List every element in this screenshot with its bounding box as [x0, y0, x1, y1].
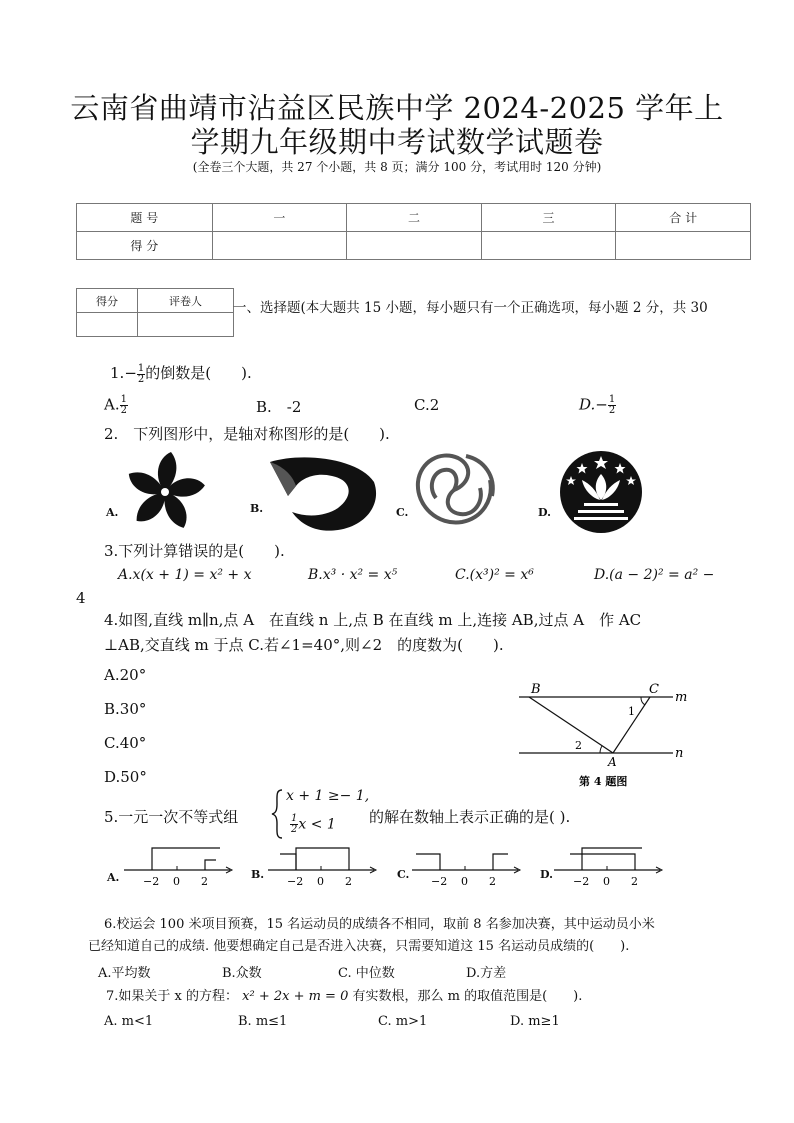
- q4-option-d[interactable]: D.50°: [104, 768, 147, 786]
- score-table-score-row: [77, 232, 751, 260]
- q5-inequality-1: x + 1 ≥− 1,: [286, 788, 370, 804]
- question-1-stem: [110, 362, 252, 385]
- score-cell: 题 号: [77, 204, 213, 232]
- q1-d-minus: −: [595, 395, 608, 414]
- frac-den: 2: [137, 373, 145, 385]
- q2-label-b[interactable]: B.: [250, 502, 264, 515]
- lotus-emblem-icon[interactable]: [556, 450, 646, 534]
- grader-table: [76, 288, 234, 337]
- swirl-logo-icon[interactable]: [410, 448, 498, 532]
- angle-2-arc: [600, 746, 602, 753]
- question-4-line1: 4.如图,直线 m∥n,点 A 在直线 n 上,点 B 在直线 m 上,连接 AB,过点 A 作 AC: [104, 611, 642, 629]
- score-table-header-row: [77, 204, 751, 232]
- system-brace: [270, 788, 284, 840]
- exam-subtitle: (全卷三个大题，共 27 个小题，共 8 页；满分 100 分，考试用时 120 分钟): [192, 160, 602, 174]
- q1-stem-text: 的倒数是( ).: [145, 364, 252, 382]
- question-2-stem: 2. 下列图形中，是轴对称图形的是( ).: [104, 425, 390, 443]
- question-5-suffix: 的解在数轴上表示正确的是( ).: [369, 808, 571, 826]
- q5-inequality-2: [290, 814, 336, 835]
- tick-label: −2: [287, 875, 304, 888]
- score-blank[interactable]: [481, 232, 616, 260]
- figure-caption: 第 4 题图: [579, 775, 628, 788]
- q6-option-b[interactable]: B.众数: [222, 966, 262, 981]
- q7-equation: x² + 2x + m = 0: [242, 989, 349, 1004]
- tick-label: 2: [345, 875, 352, 888]
- frac-den: 2: [291, 824, 298, 835]
- q2-label-d[interactable]: D.: [538, 506, 551, 519]
- question-3-stem: 3.下列计算错误的是( ).: [104, 542, 285, 560]
- q1-option-b[interactable]: B. -2: [256, 398, 302, 416]
- grader-cell: 评卷人: [138, 289, 234, 313]
- score-blank[interactable]: [347, 232, 482, 260]
- frac-den: 2: [120, 405, 127, 416]
- q4-option-b[interactable]: B.30°: [104, 700, 147, 718]
- score-table: [76, 203, 751, 260]
- q1-option-d[interactable]: [579, 395, 616, 416]
- label-angle-1: 1: [628, 705, 635, 718]
- grader-blank[interactable]: [77, 313, 138, 337]
- label-a: A: [608, 755, 617, 769]
- q5-label-b[interactable]: B.: [251, 868, 265, 881]
- q4-option-a[interactable]: A.20°: [104, 666, 147, 684]
- question-7-stem: [106, 985, 582, 1004]
- q7-option-a[interactable]: A. m<1: [104, 1014, 154, 1029]
- q2-label-a[interactable]: A.: [106, 506, 119, 519]
- label-n: n: [675, 746, 684, 761]
- option-label: D.: [579, 395, 596, 414]
- tick-label: −2: [431, 875, 448, 888]
- score-blank[interactable]: [616, 232, 751, 260]
- q7-stem-a: 7.如果关于 x 的方程：: [106, 989, 238, 1004]
- q5-inequality-2-rest: x < 1: [298, 816, 336, 833]
- frac-num: 1: [120, 394, 127, 405]
- score-cell: 一: [212, 204, 347, 232]
- score-cell: 得 分: [77, 232, 213, 260]
- frac-den: 2: [608, 405, 616, 416]
- tick-label: 2: [631, 875, 638, 888]
- q6-option-c[interactable]: C. 中位数: [338, 966, 395, 981]
- label-c: C: [649, 682, 659, 697]
- q6-option-a[interactable]: A.平均数: [98, 966, 151, 981]
- label-angle-2: 2: [575, 739, 582, 752]
- q3-option-d-wrap: 4: [76, 589, 86, 607]
- q4-geometry-figure: [515, 680, 695, 792]
- q3-option-b[interactable]: B.x³ · x² = x⁵: [308, 567, 398, 583]
- q3-option-c[interactable]: C.(x³)² = x⁶: [455, 567, 534, 583]
- score-cell: 三: [481, 204, 616, 232]
- q5-label-d[interactable]: D.: [540, 868, 553, 881]
- option-label: A.: [104, 395, 120, 414]
- label-m: m: [675, 690, 688, 705]
- exam-title-line2: 学期九年级期中考试数学试题卷: [190, 125, 604, 159]
- segment-ab: [529, 697, 613, 753]
- question-4-line2: ⊥AB,交直线 m 于点 C.若∠1=40°,则∠2 的度数为( ).: [104, 636, 504, 654]
- q6-option-d[interactable]: D.方差: [466, 966, 507, 981]
- score-blank[interactable]: [212, 232, 347, 260]
- q1-option-a[interactable]: [104, 395, 128, 416]
- tick-label: −2: [143, 875, 160, 888]
- q1-number: 1.: [110, 364, 125, 382]
- bauhinia-flower-icon[interactable]: [120, 448, 210, 536]
- q7-option-c[interactable]: C. m>1: [378, 1014, 428, 1029]
- label-b: B: [531, 682, 541, 697]
- q5-number-line-d[interactable]: [552, 842, 666, 888]
- angle-1-arc: [641, 697, 645, 705]
- q4-option-c[interactable]: C.40°: [104, 734, 147, 752]
- question-6-line2: 已经知道自己的成绩. 他要想确定自己是否进入决赛，只需要知道这 15 名运动员成绩的( ).: [88, 939, 630, 954]
- score-cell: 二: [347, 204, 482, 232]
- q1-option-c[interactable]: C.2: [414, 396, 440, 414]
- q5-label-c[interactable]: C.: [397, 868, 410, 881]
- tick-label: 2: [489, 875, 496, 888]
- tick-label: 0: [603, 875, 610, 888]
- frac-num: 1: [608, 394, 616, 405]
- q7-option-b[interactable]: B. m≤1: [238, 1014, 288, 1029]
- q7-stem-b: 有实数根，那么 m 的取值范围是( ).: [352, 989, 583, 1004]
- question-6-line1: 6.校运会 100 米项目预赛，15 名运动员的成绩各不相同，取前 8 名参加决赛，其中运动员小米: [104, 917, 655, 932]
- tick-label: −2: [573, 875, 590, 888]
- tick-label: 0: [317, 875, 324, 888]
- exam-title-line1: 云南省曲靖市沾益区民族中学 2024-2025 学年上: [70, 91, 724, 125]
- tick-label: 0: [461, 875, 468, 888]
- q1-fraction: [137, 364, 145, 385]
- q5-number-line-c[interactable]: [410, 842, 524, 888]
- q1-d-fraction: [608, 395, 616, 416]
- tick-label: 0: [173, 875, 180, 888]
- q5-number-line-b[interactable]: [266, 842, 380, 888]
- question-5-prefix: 5.一元一次不等式组: [104, 808, 239, 826]
- q3-option-a[interactable]: A.x(x + 1) = x² + x: [118, 567, 252, 583]
- frac-num: 1: [137, 362, 145, 374]
- grader-cell: 得分: [77, 289, 138, 313]
- grader-blank[interactable]: [138, 313, 234, 337]
- q2-label-c[interactable]: C.: [396, 506, 409, 519]
- q5-label-a[interactable]: A.: [107, 871, 120, 884]
- q1-a-fraction: [120, 395, 128, 416]
- q7-option-d[interactable]: D. m≥1: [510, 1014, 560, 1029]
- tick-label: 2: [201, 875, 208, 888]
- curved-band-shape[interactable]: [262, 456, 378, 534]
- score-cell: 合 计: [616, 204, 751, 232]
- frac-num: 1: [291, 813, 298, 824]
- q3-option-d[interactable]: D.(a − 2)² = a² −: [594, 567, 715, 583]
- q1-minus: −: [124, 364, 137, 382]
- q5-number-line-a[interactable]: [122, 842, 236, 888]
- section-heading: 一、选择题(本大题共 15 小题，每小题只有一个正确选项，每小题 2 分，共 30: [233, 300, 708, 316]
